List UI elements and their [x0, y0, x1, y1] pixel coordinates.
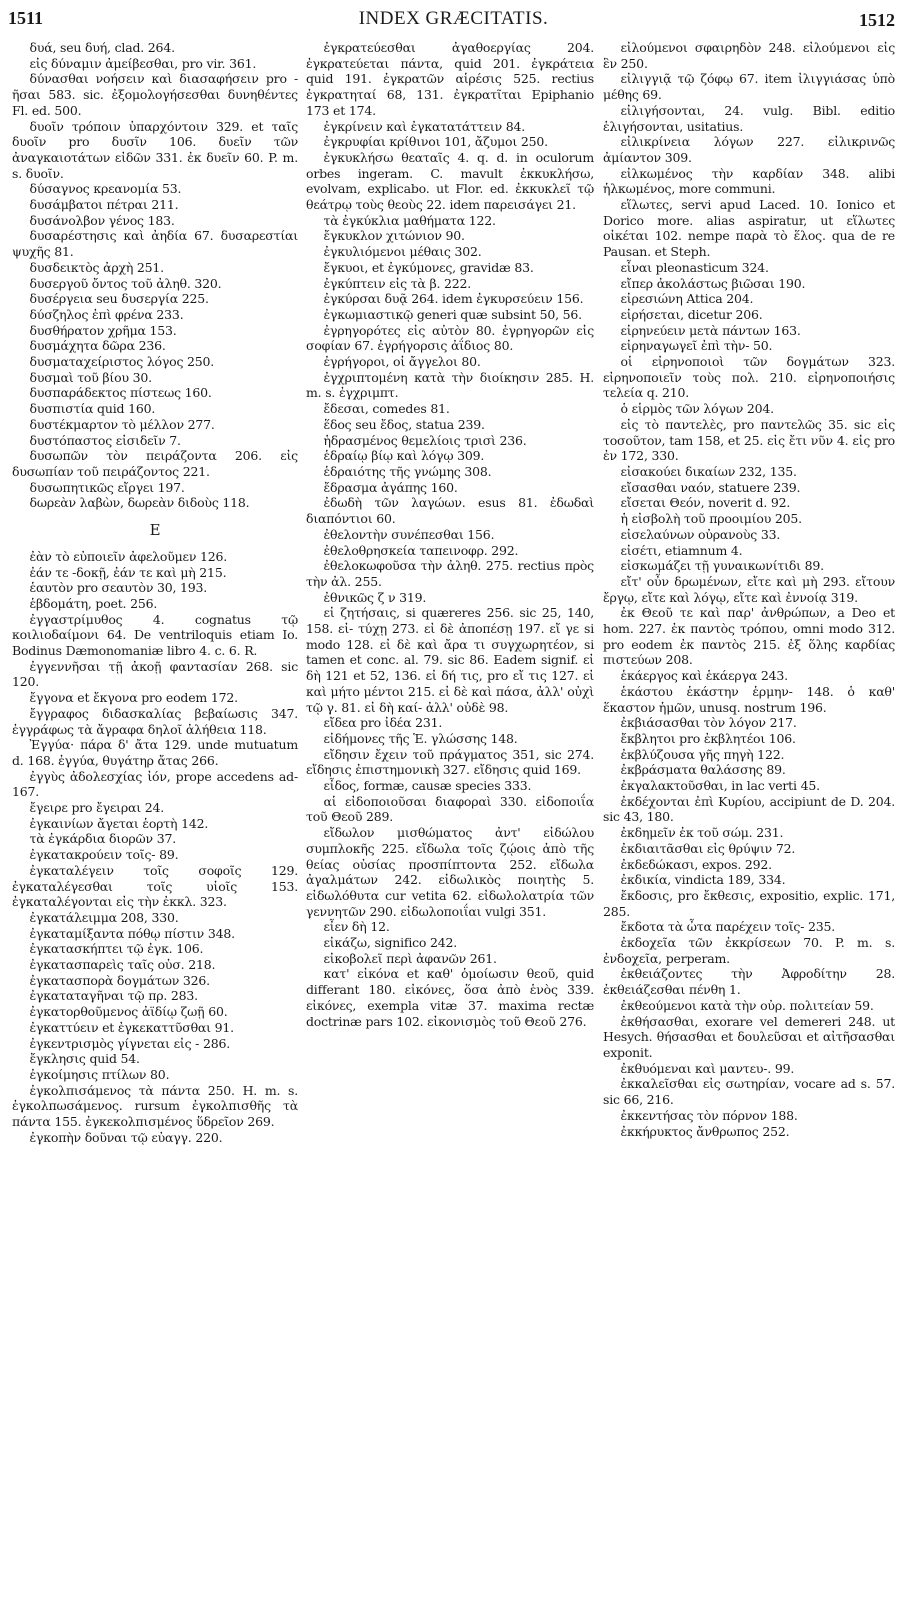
index-entry: ἐκδεδώκασι, expos. 292. — [620, 856, 772, 872]
index-entry: ἐγκωμιαστικῷ generi quæ subsint 50, 56. — [323, 306, 582, 322]
index-entry: ἔκδοτα τὰ ὦτα παρέχειν τοῖς- 235. — [620, 919, 836, 935]
index-entry: ἑδραίῳ βίῳ καὶ λόγῳ 309. — [323, 448, 485, 464]
index-entry: δυοῖν τρόποιν ὑπαρχόντοιν 329. et ταῖς δυοῖν pro δυσῖν 106. δυεῖν τῶν ἀναγκαιοτάτων εἰδῶν 331. ἐκ δυεῖν 60. P. m. s. δυοῖν. — [12, 118, 298, 181]
index-entry: ἐγκρυφίαι κρίθινοι 101, ἄζυμοι 250. — [323, 134, 548, 150]
index-entry: ἐκκεντήσας τὸν πόρνον 188. — [620, 1107, 798, 1123]
index-entry: ἐγκρίνειν καὶ ἐγκατατάττειν 84. — [323, 118, 526, 134]
index-entry: ἔγκλησις quid 54. — [29, 1051, 140, 1067]
index-entry: ἔγκυοι, et ἐγκύμονες, gravidæ 83. — [323, 259, 534, 275]
index-entry: εἰλιγήσονται, 24. vulg. Bibl. editio ἑλιγήσονται, usitatius. — [603, 102, 895, 134]
index-entry: δυσωπῶν τὸν πειράζοντα 206. εἰς δυσωπίαν τοῦ πειράζοντος 221. — [12, 448, 298, 479]
index-entry: ἐκδιαιτᾶσθαι εἰς θρύψιν 72. — [620, 840, 796, 856]
index-entry: ἐγκατάλειμμα 208, 330. — [29, 909, 179, 925]
index-entry: εἶναι pleonasticum 324. — [620, 259, 769, 275]
index-entry: οἱ εἰρηνοποιοὶ τῶν δογμάτων 323. εἰρηνοποιεῖν τοὺς πολ. 210. εἰρηνοποιήσις τελεία q. 210. — [603, 354, 895, 401]
index-entry: εἰκάζω, significo 242. — [323, 935, 458, 951]
index-entry: ἐγκύρσαι δυᾷ 264. idem ἐγκυρσεύειν 156. — [323, 291, 584, 307]
index-entry: εἰκοβολεῖ περὶ ἀφανῶν 261. — [323, 950, 497, 966]
index-entry: εἴδεα pro ἰδέα 231. — [323, 715, 443, 731]
index-entry: ἐκθήσασθαι, exorare vel demereri 248. ut Hesych. θήσασθαι et δουλεῦσαι et αἰτῆσασθαι exponit. — [603, 1013, 895, 1060]
column-2 — [306, 40, 594, 1029]
index-entry: δυσαρέστησις καὶ ἀηδία 67. δυσαρεστίαι ψυχῆς 81. — [12, 228, 298, 260]
page-title: INDEX GRÆCITATIS. — [358, 8, 549, 29]
index-entry: εἰλιγγιᾷ τῷ ζόφῳ 67. item ἰλιγγιάσας ὑπὸ μέθης 69. — [603, 71, 895, 103]
index-entry: ἐγκατασπαρεὶς ταῖς οὐσ. 218. — [29, 957, 216, 973]
index-entry: ἐγκρατεύεσθαι ἀγαθοεργίας 204. ἐγκρατεύεται πάντα, quid 201. ἐγκράτεια quid 191. ἐγκρατῶν αἱρέσις 525. rectius ἐγκρατηταί 68, 131. ἐγκρατῖται Epiphanio 173 et 174. — [306, 40, 594, 118]
index-entry: εἰσελαύνων οὐρανοὺς 33. — [620, 526, 781, 542]
index-entry: ἔγγραφος διδασκαλίας βεβαίωσις 347. ἐγγράφως τὰ ἄγραφα δηλοῖ ἀλήθεια 118. — [12, 705, 298, 737]
index-entry: ἐκδικία, vindicta 189, 334. — [620, 872, 786, 888]
index-entry: εἶεν δὴ 12. — [323, 919, 390, 935]
index-entry: δυσματαχείριστος λόγος 250. — [29, 354, 215, 370]
index-entry: ἔκβλητοι pro ἐκβλητέοι 106. — [620, 730, 796, 746]
index-entry: ἐγγὺς ἀδολεσχίας ἰόν, prope accedens ad- 167. — [12, 768, 298, 800]
index-entry: εἰς τὸ παντελὲς, pro παντελῶς 35. sic εἰς τοσοῦτον, tam 158, et 25. εἰς ἔτι νῦν 4. εἰς pro ἐν 172, 330. — [603, 416, 895, 464]
index-entry: δωρεὰν λαβὼν, δωρεὰν διδοὺς 118. — [29, 495, 250, 511]
index-entry: ἐθελοκωφοῦσα τὴν ἀληθ. 275. rectius πρὸς τὴν ἀλ. 255. — [306, 558, 594, 589]
index-entry: ἐκ Θεοῦ τε καὶ παρ' ἀνθρώπων, a Deo et hom. 227. ἐκ παντὸς τρόπου, omni modo 312. pro eodem ἐκ παντὸς 215. ἐξ ὅλης καρδίας πιστεύων 208. — [603, 605, 895, 668]
index-entry: ἐγρηγορότες εἰς αὐτὸν 80. ἐγρηγορῶν εἰς σοφίαν 67. ἐγρήγορσις ἀΐδιος 80. — [306, 322, 594, 354]
index-entry: ἐγχριπτομένη κατὰ τὴν διοίκησιν 285. H. m. s. ἐγχριμπτ. — [306, 369, 594, 401]
index-entry: δυσμαὶ τοῦ βίου 30. — [29, 369, 152, 385]
index-entry: εἰρεσιώνη Attica 204. — [620, 291, 754, 307]
index-entry: ἑαυτὸν pro σεαυτὸν 30, 193. — [29, 580, 208, 596]
index-entry: ἐκδοχεῖα τῶν ἐκκρίσεων 70. P. m. s. ἐνδοχεῖα, perperam. — [603, 935, 895, 966]
index-entry: ἐάν τε -δοκῇ, ἐάν τε καὶ μὴ 215. — [29, 564, 227, 580]
index-entry: εἴδησιν ἔχειν τοῦ πράγματος 351, sic 274. εἴδησις ἐπιστημονικὴ 327. εἴδησις quid 169. — [306, 746, 594, 778]
index-entry: ἐκθειάζοντες τὴν Ἀφροδίτην 28. ἐκθειάζεσθαι πένθη 1. — [603, 966, 895, 998]
index-entry: δυστόπαστος εἰσιδεῖν 7. — [29, 432, 181, 448]
index-entry: δυσθήρατον χρῆμα 153. — [29, 322, 177, 338]
index-entry: ἐγκοίμησις πτίλων 80. — [29, 1067, 170, 1082]
index-entry: εἰσέτι, etiamnum 4. — [620, 542, 743, 558]
index-entry: ἐκδημεῖν ἐκ τοῦ σώμ. 231. — [620, 825, 784, 841]
index-entry: εἰδήμονες τῆς Ἑ. γλώσσης 148. — [323, 730, 518, 746]
index-entry: ἐγκεντρισμὸς γίγνεται εἰς - 286. — [29, 1035, 231, 1051]
column-1 — [12, 40, 298, 1146]
index-entry: ἐγκαταλέγειν τοῖς σοφοῖς 129. ἐγκαταλέγεσθαι τοῖς υἱοῖς 153. ἐγκαταλέγονται εἰς τὴν ἐκκλ. 323. — [12, 862, 298, 910]
index-entry: ἡ εἰσβολὴ τοῦ προοιμίου 205. — [620, 511, 802, 527]
index-entry: ἐκβράσματα θαλάσσης 89. — [620, 762, 786, 778]
index-entry: εἰρηναγωγεῖ ἐπὶ τὴν- 50. — [620, 338, 773, 354]
index-entry: ἔγγονα et ἔκγονα pro eodem 172. — [29, 690, 238, 706]
index-entry: αἱ εἰδοποιοῦσαι διαφοραὶ 330. εἰδοποιΐα τοῦ Θεοῦ 289. — [306, 793, 594, 825]
page-number-left: 1511 — [8, 8, 44, 28]
index-entry: ἐγκαινίων ἄγεται ἑορτὴ 142. — [29, 815, 209, 831]
index-entry: ἐκκήρυκτος ἄνθρωπος 252. — [620, 1123, 790, 1139]
index-entry: ἐγκοπὴν δοῦναι τῷ εὐαγγ. 220. — [29, 1129, 223, 1145]
index-entry: ὁ εἱρμὸς τῶν λόγων 204. — [620, 401, 774, 417]
index-entry: ἐθνικῶς ζ ν 319. — [323, 589, 427, 605]
column-3 — [603, 40, 895, 1139]
index-entry: ἐγκαταμίξαντα πόθῳ πίστιν 348. — [29, 925, 235, 941]
index-entry: ἐγκατασπορὰ δογμάτων 326. — [29, 972, 210, 988]
index-entry: εἰσκωμάζει τῇ γυναικωνίτιδι 89. — [620, 558, 824, 574]
index-entry: εἰλικρίνεια λόγων 227. εἰλικρινῶς ἀμίαντον 309. — [603, 134, 895, 165]
index-entry: ἑβδομάτη, poet. 256. — [29, 595, 158, 611]
index-entry: τὰ ἐγκάρδια διορῶν 37. — [29, 831, 176, 847]
index-entry: ἑκάστου ἑκάστην ἑρμην- 148. ὁ καθ' ἕκαστον ἡμῶν, unusq. nostrum 196. — [603, 683, 895, 715]
index-entry: δυσπιστία quid 160. — [29, 401, 156, 417]
index-entry: ἔγειρε pro ἔγειραι 24. — [29, 800, 165, 816]
page-number-right: 1512 — [859, 10, 895, 30]
index-entry: εἵλωτες, servi apud Laced. 10. Ionico et Dorico more. alias aspiratur, ut εἵλωτες οἰκέται 102. nempe παρὰ τὸ ἕλος. qua de re Pausan. et Steph. — [603, 197, 895, 260]
index-entry: δυσπαράδεκτος πίστεως 160. — [29, 385, 212, 401]
index-entry: δύσαγνος κρεανομία 53. — [29, 181, 182, 197]
index-entry: ἐγκύπτειν εἰς τὰ β. 222. — [323, 275, 472, 291]
index-entry: εἰ ζητήσαις, si quæreres 256. sic 25, 140, 158. εἰ- τύχῃ 273. εἰ δὲ ἀποπέσῃ 197. εἴ γε si modo 128. εἰ δὲ καὶ ἄρα τι συγχωρητέον, si tamen et conc. al. 79. sic 86. Eadem signif. εἰ δὴ 121 et 52, 136. εἰ δή τις, pro εἴ τις 127. εἰ καὶ μήτο μέντοι 215. εἰ δὲ καὶ πάσα, ἀλλ' οὐχὶ τῷ γ. 81. εἰ δὴ καί- ἀλλ' οὐδὲ 98. — [306, 605, 594, 715]
index-entry: δυσμάχητα δῶρα 236. — [29, 338, 166, 354]
index-entry: ἐγκατορθοῦμενος ἀϊδίῳ ζωῇ 60. — [29, 1004, 228, 1020]
index-entry: ἐκβιάσασθαι τὸν λόγον 217. — [620, 715, 797, 731]
index-entry: δυά, seu δυή, clad. 264. — [29, 40, 175, 55]
index-entry: ἑδραιότης τῆς γνώμης 308. — [323, 463, 492, 479]
index-entry: ἐγκυλιόμενοι μέθαις 302. — [323, 244, 482, 260]
index-entry: εἴδωλον μισθώματος ἀντ' εἰδώλου συμπλοκῆς 225. εἴδωλα τοῖς ζῴοις ἀπὸ τῆς θείας οὐσίας προσπίπτοντα 252. εἴδωλα ἀγαλμάτων 242. εἰδωλικὸς ποιητὴς 5. εἰδωλόθυτα cur vetita 62. εἰδωλολατρία τῶν γεννητῶν 290. εἰδωλοποιΐαι vulgi 351. — [306, 825, 594, 919]
index-entry: ἐγγεννῆσαι τῇ ἀκοῇ φαντασίαν 268. sic 120. — [12, 658, 298, 690]
index-entry: ἐκδέχονται ἐπὶ Κυρίου, accipiunt de D. 204. sic 43, 180. — [603, 793, 895, 825]
index-entry: ἐὰν τὸ εὐποιεῖν ἀφελοῦμεν 126. — [29, 548, 228, 564]
index-entry: ἐγγαστρίμυθος 4. cognatus τῷ κοιλιοδαίμονι 64. De ventriloquis etiam Io. Bodinus Dæmonomaniæ libro 4. c. 6. R. — [12, 611, 298, 659]
index-entry: εἰλούμενοι σφαιρηδὸν 248. εἰλούμενοι εἰς ἓν 250. — [603, 40, 895, 71]
index-entry: ἔγκυκλον χιτώνιον 90. — [323, 228, 465, 244]
index-entry: ἐγκολπισάμενος τὰ πάντα 250. H. m. s. ἐγκολπωσάμενος. rursum ἐγκολπισθῆς τὰ πάντα 155. ἐγκεκολπισμένος ὕδρεῖον 269. — [12, 1082, 298, 1130]
index-entry: εἰσακούει δικαίων 232, 135. — [620, 463, 797, 479]
index-entry: ἑκάεργος καὶ ἑκάεργα 243. — [620, 668, 788, 684]
index-entry: εἴσεται Θεόν, noverit d. 92. — [620, 495, 791, 511]
index-entry: ἔδρασμα ἀγάπης 160. — [323, 479, 458, 495]
index-entry: ἐκγαλακτοῦσθαι, in lac verti 45. — [620, 778, 820, 794]
index-entry: ἐγκυκλήσω θεαταῖς 4. q. d. in oculorum orbes ingeram. C. mavult ἐκκυκλήσω, evolvam, explicabo. ut Flor. ed. ἐκκυκλεῖ τῷ θεάτρῳ τοὺς θεοὺς 22. idem παρεισάγει 21. — [306, 149, 594, 213]
index-entry: δυσωπητικῶς εἴργει 197. — [29, 479, 185, 495]
index-entry: δύσζηλος ἐπὶ φρένα 233. — [29, 306, 184, 322]
index-entry: εἰρήσεται, dicetur 206. — [620, 306, 763, 322]
index-entry: ἐγκατασκήπτει τῷ ἐγκ. 106. — [29, 941, 204, 957]
index-entry: δύνασθαι νοήσειν καὶ διασαφήσειν pro - ῆσαι 583. sic. ἐξομολογήσεσθαι δυνηθέντες Fl. ed. 500. — [12, 71, 298, 118]
index-entry: ἐκκαλεῖσθαι εἰς σωτηρίαν, vocare ad s. 57. sic 66, 216. — [603, 1076, 895, 1108]
index-entry: Ἐγγύα· πάρα δ' ἄτα 129. unde mutuatum d. 168. ἐγγύα, θυγάτηρ ἄτας 266. — [12, 737, 298, 768]
index-entry: κατ' εἰκόνα et καθ' ὁμοίωσιν θεοῦ, quid differant 180. εἰκόνες, ὅσα ἀπὸ ἑνὸς 339. εἰκόνες, exempla vitæ 37. maxima rectæ doctrinæ pars 102. εἰκονισμὸς τοῦ Θεοῦ 276. — [306, 966, 594, 1029]
index-entry: ἐγκατακρούειν τοῖς- 89. — [29, 847, 179, 863]
index-entry: ἐγρήγοροι, οἱ ἄγγελοι 80. — [323, 354, 481, 370]
index-entry: τὰ ἐγκύκλια μαθήματα 122. — [323, 212, 496, 228]
index-entry: ἔκδοσις, pro ἔκθεσις, expositio, explic. 171, 285. — [603, 887, 895, 919]
index-entry: δυσάνολβον γένος 183. — [29, 212, 175, 228]
index-entry: εἴπερ ἀκολάστως βιῶσαι 190. — [620, 275, 806, 291]
index-entry: δυσδεικτὸς ἀρχὴ 251. — [29, 259, 164, 275]
index-entry: ἐθελοθρησκεία ταπεινοφρ. 292. — [323, 542, 519, 558]
index-entry: δυσάμβατοι πέτραι 211. — [29, 197, 179, 213]
index-entry: δυστέκμαρτον τὸ μέλλον 277. — [29, 416, 215, 432]
index-entry: ἕδος seu ἔδος, statua 239. — [323, 416, 485, 432]
index-entry: ἐκθεούμενοι κατὰ τὴν οὐρ. πολιτείαν 59. — [620, 997, 874, 1013]
index-entry: δυσεργοῦ ὄντος τοῦ ἀληθ. 320. — [29, 275, 222, 291]
index-entry: ἐδωδὴ τῶν λαγώων. esus 81. ἐδωδαὶ διαπόντιοι 60. — [306, 495, 594, 527]
index-entry: εἴσασθαι ναόν, statuere 239. — [620, 479, 801, 495]
index-entry: ἐγκαττύειν et ἐγκεκαττῦσθαι 91. — [29, 1019, 234, 1035]
index-entry: ἐθελοντὴν συνέπεσθαι 156. — [323, 526, 495, 542]
index-entry: εἰρηνεύειν μετὰ πάντων 163. — [620, 322, 801, 338]
index-entry: ἐκβλύζουσα γῆς πηγὴ 122. — [620, 746, 785, 762]
section-letter: E — [149, 521, 161, 540]
index-entry: εἰλκωμένος τὴν καρδίαν 348. alibi ἡλκωμένος, more communi. — [603, 165, 895, 197]
index-entry: ἐγκαταταγῆναι τῷ πρ. 283. — [29, 988, 198, 1004]
index-entry: εἰς δύναμιν ἀμείβεσθαι, pro vir. 361. — [29, 55, 257, 71]
index-entry: ἐκθυόμεναι καὶ μαντευ-. 99. — [620, 1060, 795, 1076]
index-entry: ἡδρασμένος θεμελίοις τρισὶ 236. — [323, 432, 527, 448]
index-entry: εἶδος, formæ, causæ species 333. — [323, 778, 532, 794]
index-entry: ἔδεσαι, comedes 81. — [323, 401, 450, 417]
index-entry: εἴτ' οὖν δρωμένων, εἴτε καὶ μὴ 293. εἴτουν ἔργῳ, εἴτε καὶ λόγῳ, εἴτε καὶ ἐννοίᾳ 319. — [603, 573, 895, 605]
running-head — [0, 6, 907, 36]
index-entry: δυσέργεια seu δυσεργία 225. — [29, 291, 209, 307]
